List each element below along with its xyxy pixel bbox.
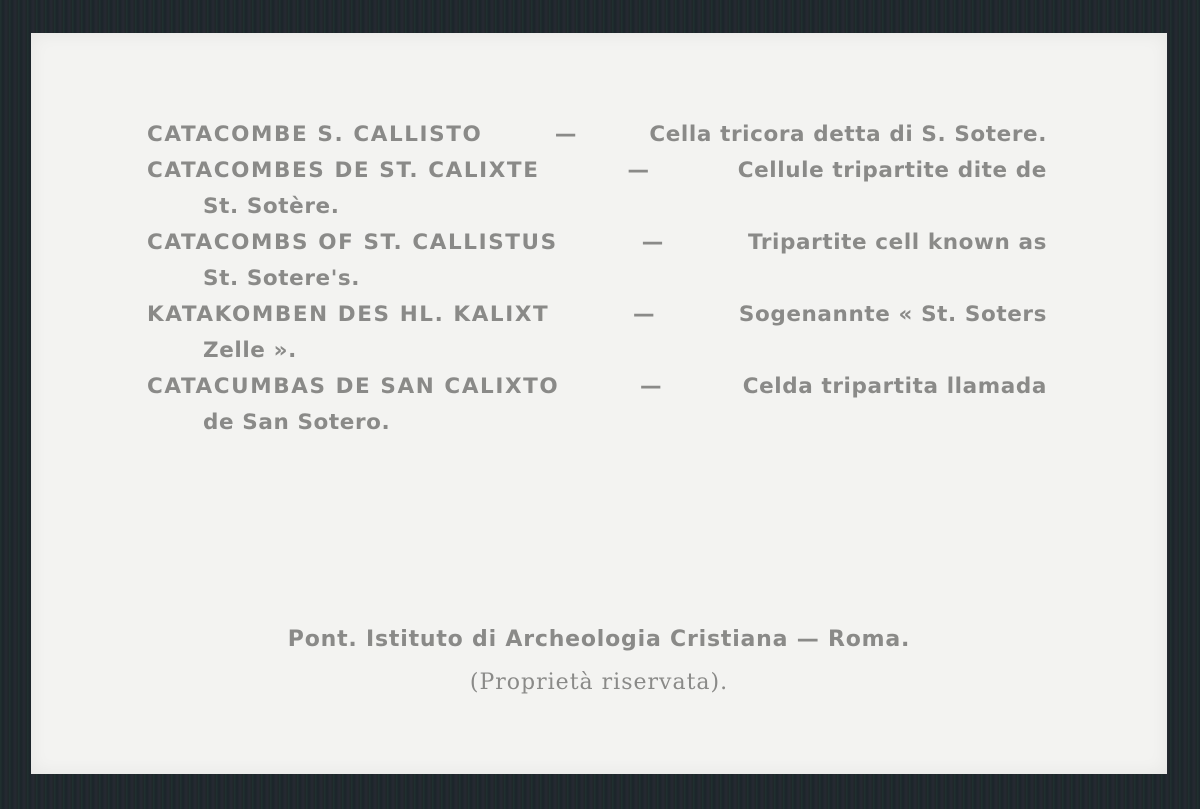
caption-continuation: de San Sotero.: [203, 410, 391, 435]
caption-heading: CATACUMBAS DE SAN CALIXTO: [147, 374, 560, 399]
caption-dash: —: [554, 122, 577, 147]
publisher-line: Pont. Istituto di Archeologia Cristiana — Roma.: [287, 627, 911, 652]
caption-continuation: St. Sotère.: [203, 194, 340, 219]
caption-heading: CATACOMBES DE ST. CALIXTE: [147, 158, 540, 183]
caption-heading: KATAKOMBEN DES HL. KALIXT: [147, 302, 550, 327]
caption-continuation: St. Sotere's.: [203, 266, 361, 291]
caption-description: Tripartite cell known as: [747, 230, 1047, 255]
caption-block: [147, 117, 1047, 441]
caption-spanish: [147, 369, 1047, 441]
rights-notice: (Proprietà riservata).: [469, 670, 729, 695]
caption-dash: —: [627, 158, 650, 183]
caption-description: Cellule tripartite dite de: [737, 158, 1047, 183]
caption-description: Celda tripartita llamada: [742, 374, 1047, 399]
caption-italian: [147, 117, 1047, 153]
postcard-back: [31, 33, 1167, 774]
caption-dash: —: [639, 374, 663, 399]
caption-english: [147, 225, 1047, 297]
caption-french: [147, 153, 1047, 225]
caption-heading: CATACOMBS OF ST. CALLISTUS: [147, 230, 558, 255]
caption-dash: —: [633, 302, 656, 327]
caption-german: [147, 297, 1047, 369]
caption-description: Cella tricora detta di S. Sotere.: [649, 122, 1047, 147]
caption-dash: —: [641, 230, 664, 255]
caption-heading: CATACOMBE S. CALLISTO: [147, 122, 483, 147]
caption-description: Sogenannte « St. Soters: [738, 302, 1047, 327]
caption-continuation: Zelle ».: [203, 338, 297, 363]
